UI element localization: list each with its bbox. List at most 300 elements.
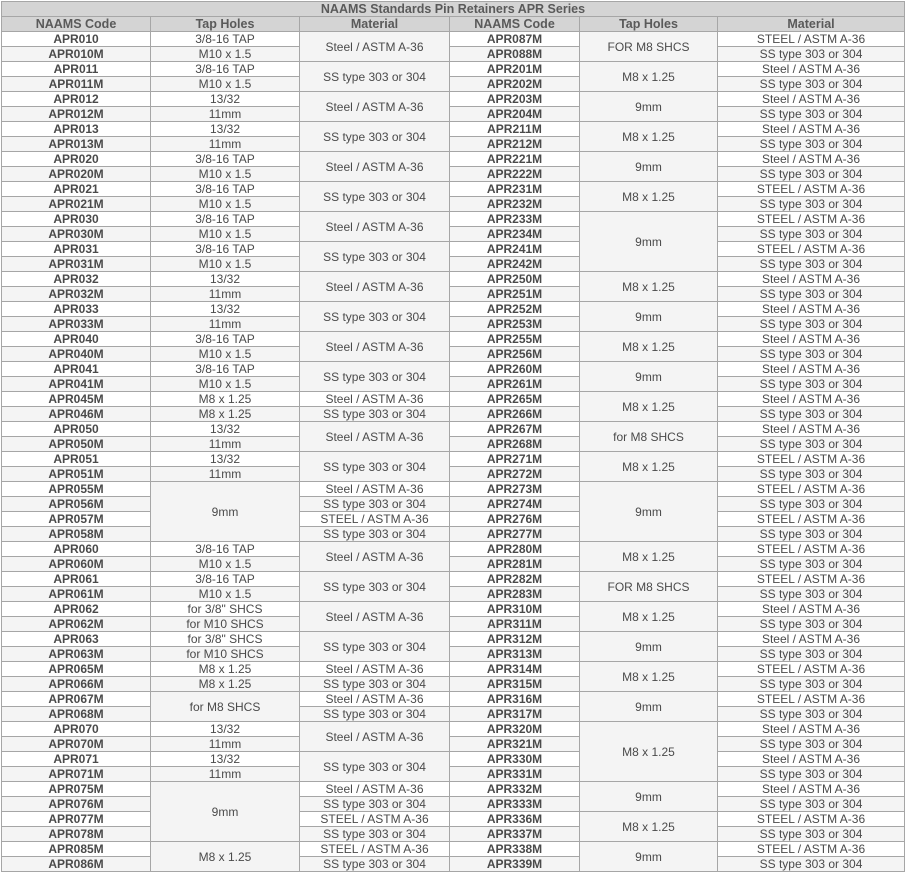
naams-code-cell: APR040M [2, 347, 151, 362]
material-cell: SS type 303 or 304 [718, 227, 905, 242]
material-cell: SS type 303 or 304 [300, 242, 450, 272]
header-naams-code-right: NAAMS Code [450, 17, 580, 32]
table-row [2, 782, 905, 797]
material-cell: STEEL / ASTM A-36 [718, 242, 905, 257]
tap-holes-cell: M8 x 1.25 [580, 542, 718, 572]
material-cell: SS type 303 or 304 [718, 767, 905, 782]
material-cell: SS type 303 or 304 [300, 707, 450, 722]
table-row [2, 62, 905, 77]
naams-code-cell: APR310M [450, 602, 580, 617]
table-row [2, 422, 905, 437]
material-cell: Steel / ASTM A-36 [300, 212, 450, 242]
header-naams-code-left: NAAMS Code [2, 17, 151, 32]
naams-code-cell: APR070 [2, 722, 151, 737]
table-title: NAAMS Standards Pin Retainers APR Series [2, 2, 905, 17]
naams-code-cell: APR321M [450, 737, 580, 752]
table-row [2, 812, 905, 827]
table-row [2, 392, 905, 407]
tap-holes-cell: 13/32 [151, 452, 300, 467]
tap-holes-cell: 9mm [580, 152, 718, 182]
naams-code-cell: APR021M [2, 197, 151, 212]
tap-holes-cell: M8 x 1.25 [580, 272, 718, 302]
material-cell: STEEL / ASTM A-36 [718, 512, 905, 527]
table-row [2, 662, 905, 677]
naams-code-cell: APR056M [2, 497, 151, 512]
table-row [2, 332, 905, 347]
naams-code-cell: APR012M [2, 107, 151, 122]
material-cell: SS type 303 or 304 [718, 527, 905, 542]
naams-code-cell: APR045M [2, 392, 151, 407]
tap-holes-cell: M10 x 1.5 [151, 77, 300, 92]
naams-code-cell: APR085M [2, 842, 151, 857]
tap-holes-cell: 13/32 [151, 302, 300, 317]
material-cell: SS type 303 or 304 [718, 317, 905, 332]
material-cell: STEEL / ASTM A-36 [718, 32, 905, 47]
naams-code-cell: APR232M [450, 197, 580, 212]
material-cell: SS type 303 or 304 [718, 107, 905, 122]
tap-holes-cell: 9mm [580, 632, 718, 662]
tap-holes-cell: M10 x 1.5 [151, 227, 300, 242]
material-cell: STEEL / ASTM A-36 [718, 692, 905, 707]
naams-code-cell: APR242M [450, 257, 580, 272]
material-cell: SS type 303 or 304 [300, 497, 450, 512]
tap-holes-cell: 9mm [580, 692, 718, 722]
tap-holes-cell: M10 x 1.5 [151, 47, 300, 62]
table-row [2, 722, 905, 737]
naams-code-cell: APR252M [450, 302, 580, 317]
naams-code-cell: APR033 [2, 302, 151, 317]
material-cell: SS type 303 or 304 [718, 167, 905, 182]
table-row [2, 122, 905, 137]
naams-code-cell: APR261M [450, 377, 580, 392]
material-cell: STEEL / ASTM A-36 [300, 812, 450, 827]
table-row [2, 767, 905, 782]
table-row [2, 167, 905, 182]
material-cell: SS type 303 or 304 [718, 707, 905, 722]
naams-code-cell: APR282M [450, 572, 580, 587]
material-cell: Steel / ASTM A-36 [718, 332, 905, 347]
tap-holes-cell: 9mm [151, 782, 300, 842]
naams-code-cell: APR041M [2, 377, 151, 392]
naams-code-cell: APR050 [2, 422, 151, 437]
tap-holes-cell: M10 x 1.5 [151, 347, 300, 362]
material-cell: SS type 303 or 304 [300, 122, 450, 152]
material-cell: STEEL / ASTM A-36 [718, 542, 905, 557]
material-cell: SS type 303 or 304 [718, 77, 905, 92]
material-cell: SS type 303 or 304 [300, 677, 450, 692]
naams-code-cell: APR312M [450, 632, 580, 647]
naams-code-cell: APR021 [2, 182, 151, 197]
naams-code-cell: APR330M [450, 752, 580, 767]
material-cell: SS type 303 or 304 [718, 137, 905, 152]
tap-holes-cell: 9mm [580, 782, 718, 812]
naams-code-cell: APR317M [450, 707, 580, 722]
tap-holes-cell: 11mm [151, 317, 300, 332]
material-cell: SS type 303 or 304 [300, 362, 450, 392]
tap-holes-cell: for M10 SHCS [151, 647, 300, 662]
material-cell: SS type 303 or 304 [300, 407, 450, 422]
tap-holes-cell: 13/32 [151, 272, 300, 287]
tap-holes-cell: 11mm [151, 107, 300, 122]
tap-holes-cell: 11mm [151, 137, 300, 152]
naams-code-cell: APR277M [450, 527, 580, 542]
material-cell: Steel / ASTM A-36 [718, 152, 905, 167]
table-row [2, 362, 905, 377]
material-cell: Steel / ASTM A-36 [718, 92, 905, 107]
naams-code-cell: APR212M [450, 137, 580, 152]
naams-code-cell: APR065M [2, 662, 151, 677]
naams-code-cell: APR087M [450, 32, 580, 47]
material-cell: SS type 303 or 304 [718, 797, 905, 812]
naams-code-cell: APR067M [2, 692, 151, 707]
table-row [2, 647, 905, 662]
naams-code-cell: APR266M [450, 407, 580, 422]
material-cell: Steel / ASTM A-36 [718, 122, 905, 137]
tap-holes-cell: 9mm [580, 92, 718, 122]
naams-code-cell: APR320M [450, 722, 580, 737]
table-row [2, 482, 905, 497]
material-cell: SS type 303 or 304 [300, 827, 450, 842]
naams-code-cell: APR030M [2, 227, 151, 242]
tap-holes-cell: M10 x 1.5 [151, 197, 300, 212]
naams-code-cell: APR031M [2, 257, 151, 272]
material-cell: SS type 303 or 304 [718, 437, 905, 452]
table-row [2, 572, 905, 587]
table-row [2, 242, 905, 257]
material-cell: SS type 303 or 304 [718, 617, 905, 632]
naams-code-cell: APR020 [2, 152, 151, 167]
tap-holes-cell: for 3/8" SHCS [151, 602, 300, 617]
tap-holes-cell: 9mm [151, 482, 300, 542]
material-cell: Steel / ASTM A-36 [718, 302, 905, 317]
table-body [2, 32, 905, 872]
material-cell: SS type 303 or 304 [300, 527, 450, 542]
tap-holes-cell: 11mm [151, 737, 300, 752]
material-cell: SS type 303 or 304 [718, 857, 905, 872]
table-row [2, 137, 905, 152]
material-cell: SS type 303 or 304 [718, 377, 905, 392]
material-cell: SS type 303 or 304 [300, 182, 450, 212]
material-cell: Steel / ASTM A-36 [300, 722, 450, 752]
tap-holes-cell: M8 x 1.25 [580, 812, 718, 842]
tap-holes-cell: M10 x 1.5 [151, 587, 300, 602]
material-cell: SS type 303 or 304 [718, 497, 905, 512]
tap-holes-cell: 3/8-16 TAP [151, 62, 300, 77]
naams-code-cell: APR231M [450, 182, 580, 197]
naams-code-cell: APR250M [450, 272, 580, 287]
naams-code-cell: APR273M [450, 482, 580, 497]
tap-holes-cell: M10 x 1.5 [151, 167, 300, 182]
naams-code-cell: APR030 [2, 212, 151, 227]
tap-holes-cell: 13/32 [151, 122, 300, 137]
material-cell: Steel / ASTM A-36 [718, 722, 905, 737]
naams-code-cell: APR032 [2, 272, 151, 287]
table-row [2, 107, 905, 122]
material-cell: Steel / ASTM A-36 [300, 32, 450, 62]
material-cell: Steel / ASTM A-36 [718, 752, 905, 767]
naams-code-cell: APR311M [450, 617, 580, 632]
table-row [2, 377, 905, 392]
material-cell: STEEL / ASTM A-36 [718, 182, 905, 197]
tap-holes-cell: 13/32 [151, 422, 300, 437]
material-cell: STEEL / ASTM A-36 [718, 572, 905, 587]
material-cell: Steel / ASTM A-36 [300, 422, 450, 452]
naams-code-cell: APR078M [2, 827, 151, 842]
material-cell: STEEL / ASTM A-36 [718, 662, 905, 677]
table-row [2, 497, 905, 512]
tap-holes-cell: M8 x 1.25 [580, 182, 718, 212]
material-cell: STEEL / ASTM A-36 [718, 482, 905, 497]
material-cell: SS type 303 or 304 [300, 452, 450, 482]
naams-code-cell: APR068M [2, 707, 151, 722]
table-row [2, 212, 905, 227]
table-row [2, 272, 905, 287]
tap-holes-cell: 3/8-16 TAP [151, 542, 300, 557]
material-cell: SS type 303 or 304 [300, 632, 450, 662]
tap-holes-cell: 3/8-16 TAP [151, 572, 300, 587]
table-row [2, 617, 905, 632]
material-cell: STEEL / ASTM A-36 [300, 512, 450, 527]
naams-code-cell: APR338M [450, 842, 580, 857]
table-row [2, 302, 905, 317]
header-material-right: Material [718, 17, 905, 32]
table-row [2, 587, 905, 602]
table-row [2, 677, 905, 692]
material-cell: Steel / ASTM A-36 [300, 782, 450, 797]
material-cell: Steel / ASTM A-36 [718, 362, 905, 377]
table-row [2, 77, 905, 92]
tap-holes-cell: 9mm [580, 842, 718, 872]
naams-code-cell: APR271M [450, 452, 580, 467]
naams-code-cell: APR337M [450, 827, 580, 842]
material-cell: SS type 303 or 304 [718, 287, 905, 302]
naams-code-cell: APR051M [2, 467, 151, 482]
material-cell: SS type 303 or 304 [300, 752, 450, 782]
material-cell: Steel / ASTM A-36 [718, 422, 905, 437]
naams-code-cell: APR057M [2, 512, 151, 527]
tap-holes-cell: for M8 SHCS [580, 422, 718, 452]
table-row [2, 542, 905, 557]
material-cell: SS type 303 or 304 [718, 257, 905, 272]
naams-code-cell: APR313M [450, 647, 580, 662]
naams-code-cell: APR050M [2, 437, 151, 452]
table-row [2, 797, 905, 812]
naams-code-cell: APR058M [2, 527, 151, 542]
naams-code-cell: APR086M [2, 857, 151, 872]
naams-code-cell: APR332M [450, 782, 580, 797]
naams-code-cell: APR061M [2, 587, 151, 602]
naams-code-cell: APR253M [450, 317, 580, 332]
material-cell: Steel / ASTM A-36 [300, 92, 450, 122]
tap-holes-cell: for M10 SHCS [151, 617, 300, 632]
table-row [2, 347, 905, 362]
material-cell: Steel / ASTM A-36 [300, 482, 450, 497]
naams-code-cell: APR076M [2, 797, 151, 812]
tap-holes-cell: 13/32 [151, 92, 300, 107]
tap-holes-cell: M8 x 1.25 [580, 392, 718, 422]
naams-code-cell: APR331M [450, 767, 580, 782]
material-cell: Steel / ASTM A-36 [300, 332, 450, 362]
table-row [2, 752, 905, 767]
material-cell: Steel / ASTM A-36 [718, 632, 905, 647]
material-cell: SS type 303 or 304 [718, 47, 905, 62]
tap-holes-cell: M8 x 1.25 [151, 407, 300, 422]
naams-code-cell: APR013 [2, 122, 151, 137]
naams-code-cell: APR011 [2, 62, 151, 77]
table-row [2, 257, 905, 272]
naams-code-cell: APR234M [450, 227, 580, 242]
tap-holes-cell: for M8 SHCS [151, 692, 300, 722]
material-cell: Steel / ASTM A-36 [718, 782, 905, 797]
naams-code-cell: APR061 [2, 572, 151, 587]
naams-code-cell: APR010 [2, 32, 151, 47]
table-row [2, 452, 905, 467]
tap-holes-cell: 9mm [580, 302, 718, 332]
naams-code-cell: APR063 [2, 632, 151, 647]
tap-holes-cell: 11mm [151, 467, 300, 482]
material-cell: Steel / ASTM A-36 [718, 602, 905, 617]
naams-code-cell: APR267M [450, 422, 580, 437]
tap-holes-cell: 3/8-16 TAP [151, 332, 300, 347]
naams-code-cell: APR051 [2, 452, 151, 467]
naams-code-cell: APR062 [2, 602, 151, 617]
tap-holes-cell: 13/32 [151, 722, 300, 737]
table-row [2, 827, 905, 842]
material-cell: SS type 303 or 304 [718, 557, 905, 572]
material-cell: Steel / ASTM A-36 [300, 662, 450, 677]
table-row [2, 182, 905, 197]
tap-holes-cell: FOR M8 SHCS [580, 32, 718, 62]
tap-holes-cell: 3/8-16 TAP [151, 182, 300, 197]
material-cell: STEEL / ASTM A-36 [718, 812, 905, 827]
material-cell: SS type 303 or 304 [300, 62, 450, 92]
table-row [2, 467, 905, 482]
naams-code-cell: APR033M [2, 317, 151, 332]
table-container [1, 1, 905, 872]
header-row [2, 17, 905, 32]
naams-code-cell: APR204M [450, 107, 580, 122]
tap-holes-cell: 11mm [151, 437, 300, 452]
tap-holes-cell: 9mm [580, 482, 718, 542]
tap-holes-cell: 3/8-16 TAP [151, 32, 300, 47]
naams-code-cell: APR333M [450, 797, 580, 812]
material-cell: SS type 303 or 304 [300, 857, 450, 872]
naams-code-cell: APR221M [450, 152, 580, 167]
naams-code-cell: APR201M [450, 62, 580, 77]
naams-code-cell: APR255M [450, 332, 580, 347]
naams-code-cell: APR241M [450, 242, 580, 257]
naams-code-cell: APR268M [450, 437, 580, 452]
table-row [2, 857, 905, 872]
material-cell: Steel / ASTM A-36 [718, 392, 905, 407]
tap-holes-cell: M8 x 1.25 [580, 452, 718, 482]
material-cell: SS type 303 or 304 [718, 737, 905, 752]
naams-code-cell: APR071 [2, 752, 151, 767]
table-row [2, 152, 905, 167]
material-cell: STEEL / ASTM A-36 [718, 212, 905, 227]
header-material-left: Material [300, 17, 450, 32]
table-row [2, 557, 905, 572]
material-cell: SS type 303 or 304 [718, 407, 905, 422]
tap-holes-cell: 3/8-16 TAP [151, 362, 300, 377]
naams-code-cell: APR314M [450, 662, 580, 677]
material-cell: SS type 303 or 304 [300, 302, 450, 332]
material-cell: SS type 303 or 304 [718, 587, 905, 602]
naams-code-cell: APR071M [2, 767, 151, 782]
material-cell: Steel / ASTM A-36 [300, 602, 450, 632]
tap-holes-cell: M10 x 1.5 [151, 377, 300, 392]
table-row [2, 632, 905, 647]
naams-code-cell: APR256M [450, 347, 580, 362]
tap-holes-cell: for 3/8" SHCS [151, 632, 300, 647]
naams-code-cell: APR274M [450, 497, 580, 512]
material-cell: Steel / ASTM A-36 [300, 542, 450, 572]
naams-code-cell: APR203M [450, 92, 580, 107]
naams-code-cell: APR233M [450, 212, 580, 227]
tap-holes-cell: 9mm [580, 212, 718, 272]
material-cell: STEEL / ASTM A-36 [718, 842, 905, 857]
naams-code-cell: APR339M [450, 857, 580, 872]
tap-holes-cell: M8 x 1.25 [580, 662, 718, 692]
tap-holes-cell: 13/32 [151, 752, 300, 767]
naams-code-cell: APR260M [450, 362, 580, 377]
naams-code-cell: APR041 [2, 362, 151, 377]
tap-holes-cell: M8 x 1.25 [580, 62, 718, 92]
material-cell: SS type 303 or 304 [718, 677, 905, 692]
tap-holes-cell: 3/8-16 TAP [151, 212, 300, 227]
naams-code-cell: APR012 [2, 92, 151, 107]
naams-code-cell: APR031 [2, 242, 151, 257]
tap-holes-cell: M10 x 1.5 [151, 557, 300, 572]
tap-holes-cell: 3/8-16 TAP [151, 242, 300, 257]
naams-code-cell: APR211M [450, 122, 580, 137]
table-row [2, 32, 905, 47]
table-row [2, 602, 905, 617]
table-row [2, 707, 905, 722]
table-row [2, 512, 905, 527]
tap-holes-cell: 3/8-16 TAP [151, 152, 300, 167]
naams-code-cell: APR060 [2, 542, 151, 557]
naams-code-cell: APR075M [2, 782, 151, 797]
material-cell: SS type 303 or 304 [718, 827, 905, 842]
naams-code-cell: APR077M [2, 812, 151, 827]
material-cell: Steel / ASTM A-36 [300, 392, 450, 407]
material-cell: STEEL / ASTM A-36 [300, 842, 450, 857]
naams-code-cell: APR066M [2, 677, 151, 692]
material-cell: STEEL / ASTM A-36 [718, 452, 905, 467]
table-row [2, 47, 905, 62]
material-cell: SS type 303 or 304 [718, 467, 905, 482]
naams-code-cell: APR055M [2, 482, 151, 497]
material-cell: Steel / ASTM A-36 [300, 692, 450, 707]
table-row [2, 737, 905, 752]
table-row [2, 692, 905, 707]
table-row [2, 842, 905, 857]
naams-code-cell: APR010M [2, 47, 151, 62]
tap-holes-cell: M8 x 1.25 [580, 722, 718, 782]
table-row [2, 92, 905, 107]
naams-code-cell: APR062M [2, 617, 151, 632]
table-row [2, 227, 905, 242]
naams-code-cell: APR281M [450, 557, 580, 572]
table-row [2, 407, 905, 422]
naams-code-cell: APR276M [450, 512, 580, 527]
naams-code-cell: APR020M [2, 167, 151, 182]
naams-code-cell: APR013M [2, 137, 151, 152]
naams-code-cell: APR222M [450, 167, 580, 182]
tap-holes-cell: M8 x 1.25 [580, 122, 718, 152]
material-cell: SS type 303 or 304 [718, 347, 905, 362]
